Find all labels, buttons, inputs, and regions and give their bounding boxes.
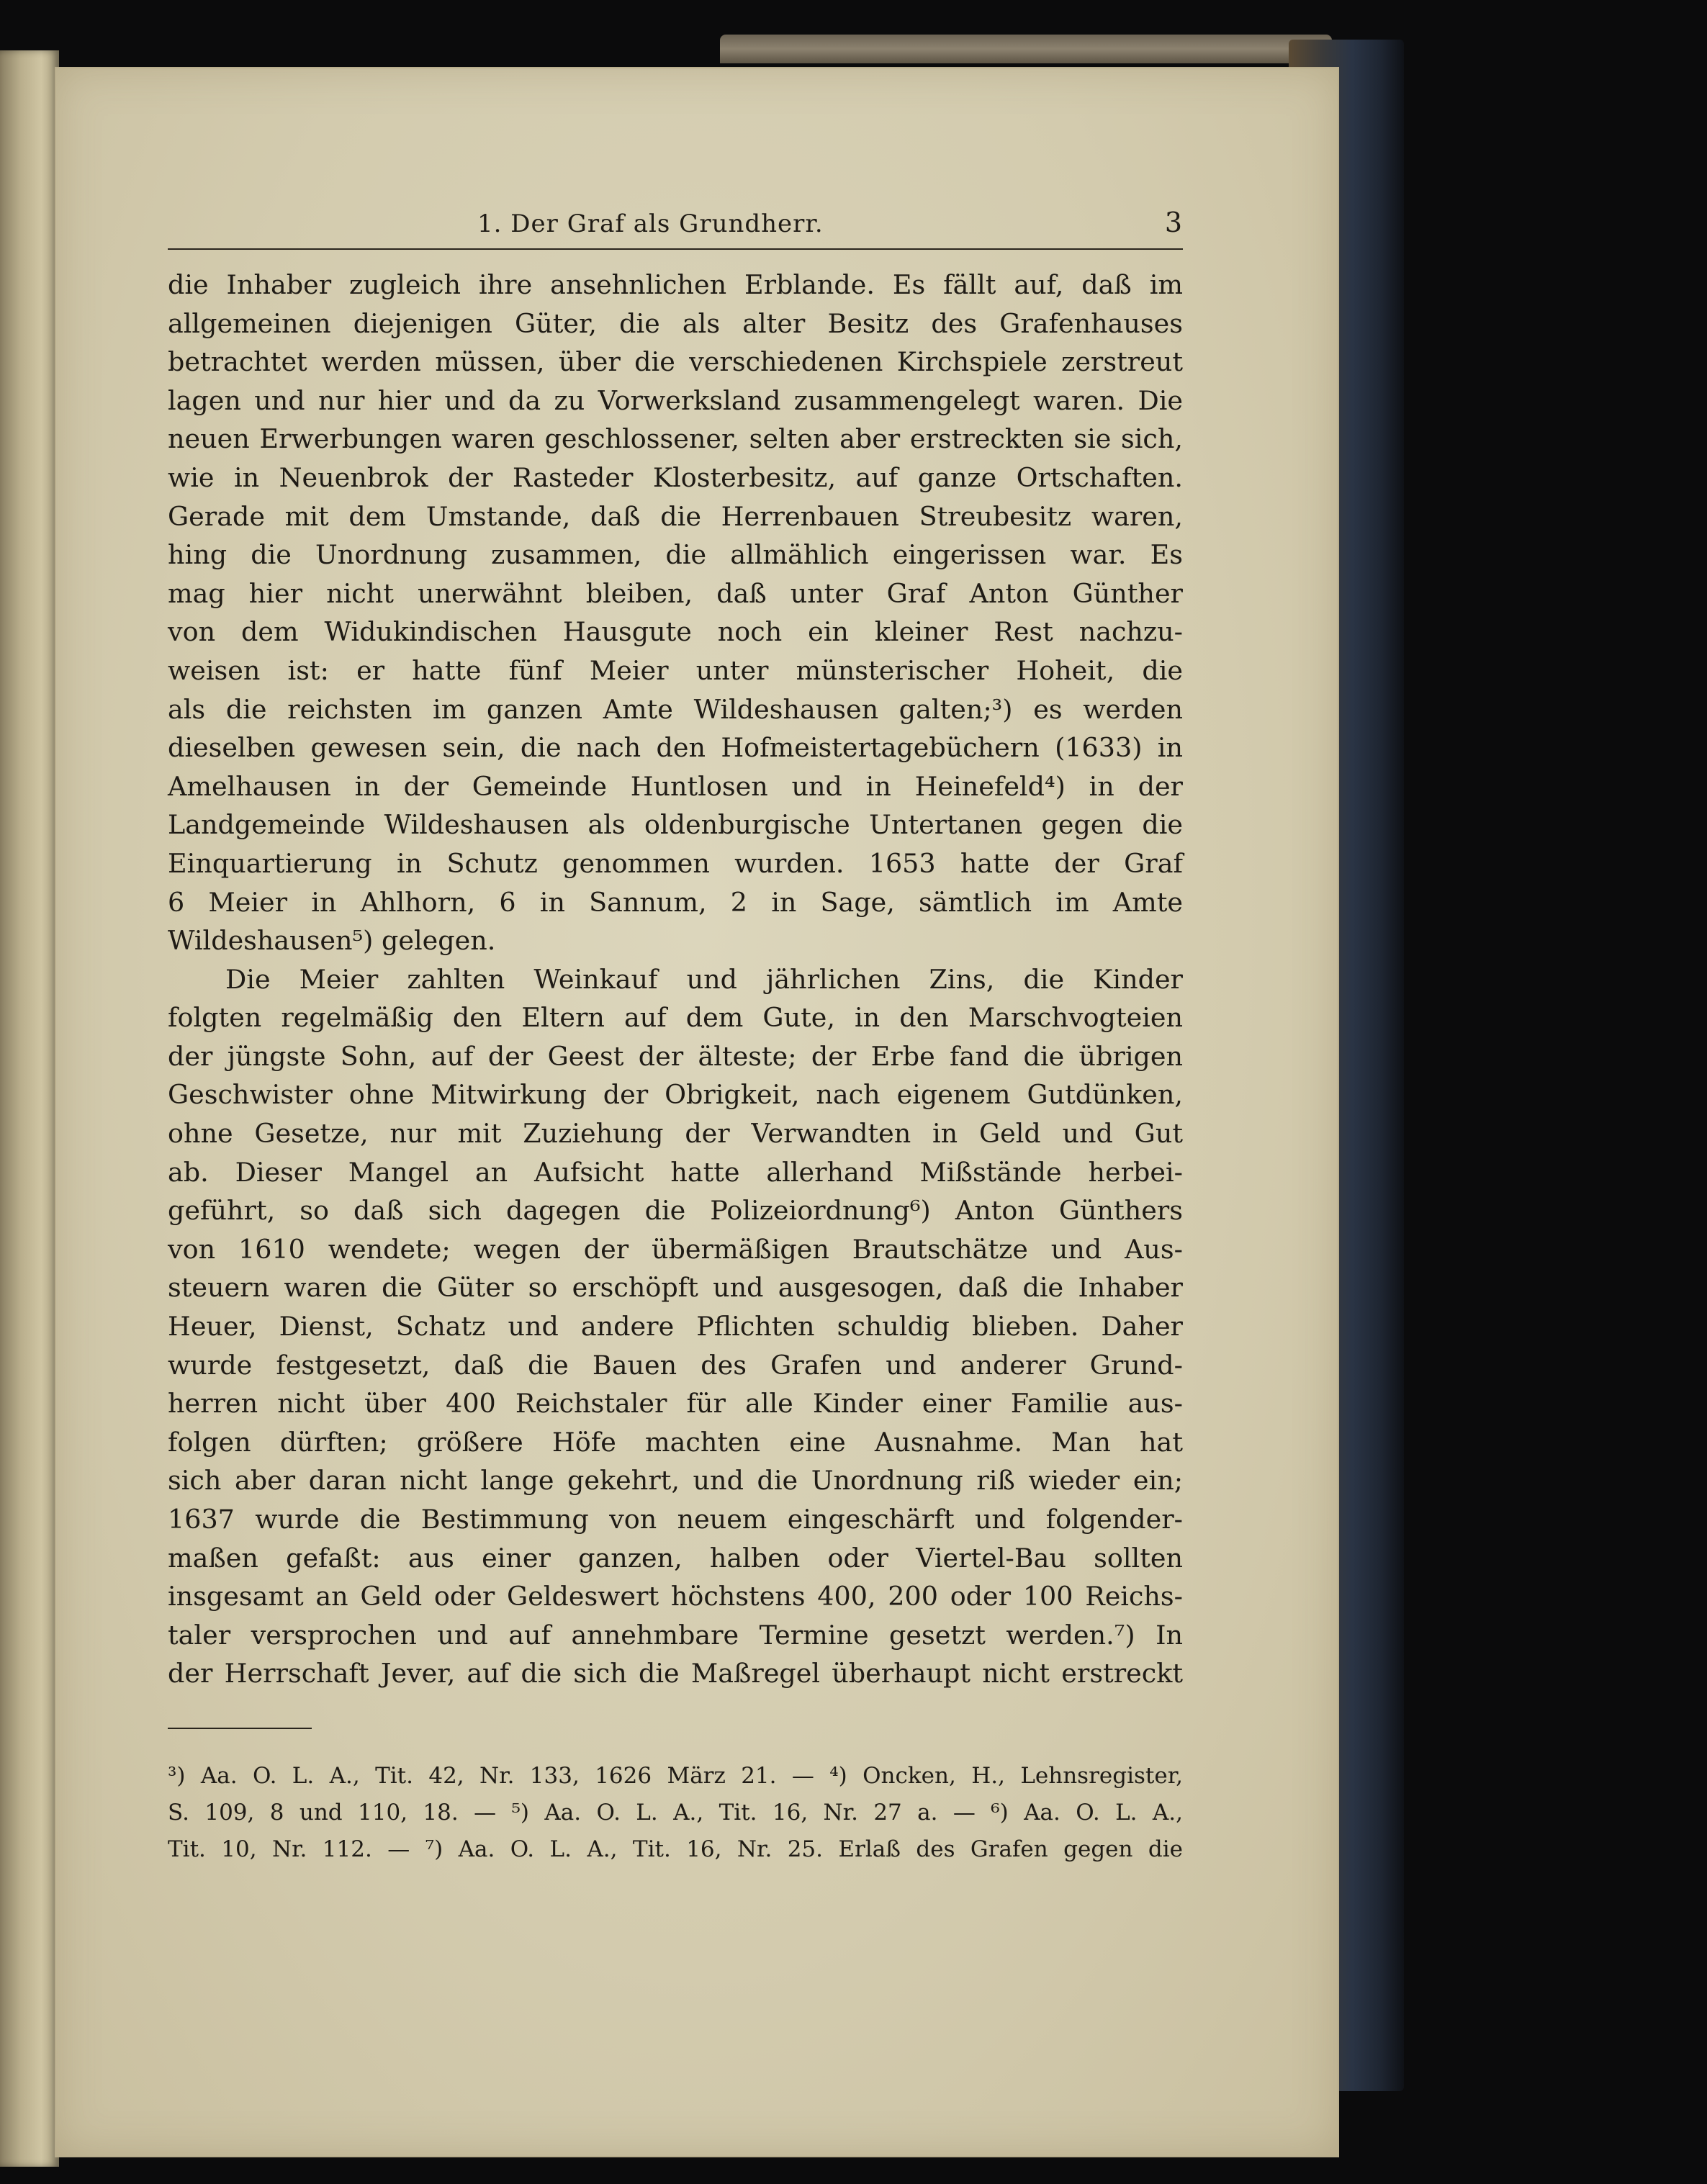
text-line: von dem Widukindischen Hausgute noch ein kleiner Rest nachzu- [168,616,1183,648]
book-page [56,68,1338,2156]
text-line: steuern waren die Güter so erschöpft und ausgesogen, daß die Inhaber [168,1272,1183,1304]
facing-page-edge [0,50,59,2167]
text-line: mag hier nicht unerwähnt bleiben, daß unter Graf Anton Günther [168,577,1183,609]
text-line: ab. Dieser Mangel an Aufsicht hatte allerhand Mißstände herbei- [168,1156,1183,1188]
text-line: maßen gefaßt: aus einer ganzen, halben oder Viertel-Bau sollten [168,1542,1183,1574]
text-line: folgten regelmäßig den Eltern auf dem Gute, in den Marschvogteien [168,1002,1183,1034]
text-line: neuen Erwerbungen waren geschlossener, selten aber erstreckten sie sich, [168,423,1183,455]
text-line: lagen und nur hier und da zu Vorwerksland zusammengelegt waren. Die [168,384,1183,416]
text-line: Landgemeinde Wildeshausen als oldenburgische Untertanen gegen die [168,809,1183,841]
text-line: insgesamt an Geld oder Geldeswert höchstens 400, 200 oder 100 Reichs- [168,1581,1183,1612]
text-line: herren nicht über 400 Reichstaler für alle Kinder einer Familie aus- [168,1388,1183,1420]
page-number: 3 [1164,207,1183,238]
text-line: Wildeshausen⁵) gelegen. [168,925,496,957]
text-line: weisen ist: er hatte fünf Meier unter münsterischer Hoheit, die [168,654,1183,686]
text-line: 1637 wurde die Bestimmung von neuem eingeschärft und folgender- [168,1504,1183,1535]
text-line: der Herrschaft Jever, auf die sich die Maßregel überhaupt nicht erstreckt [168,1658,1183,1689]
text-line: hing die Unordnung zusammen, die allmählich eingerissen war. Es [168,539,1183,571]
text-line: Einquartierung in Schutz genommen wurden. 1653 hatte der Graf [168,847,1183,879]
running-title: 1. Der Graf als Grundherr. [477,209,824,238]
text-line: Die Meier zahlten Weinkauf und jährlichen Zins, die Kinder [225,963,1183,995]
text-line: Amelhausen in der Gemeinde Huntlosen und in Heinefeld⁴) in der [168,770,1183,802]
footnote-line: Tit. 10, Nr. 112. — ⁷) Aa. O. L. A., Tit. 16, Nr. 25. Erlaß des Grafen gegen die [168,1836,1183,1862]
text-line: Geschwister ohne Mitwirkung der Obrigkeit, nach eigenem Gutdünken, [168,1079,1183,1111]
text-line: der jüngste Sohn, auf der Geest der älteste; der Erbe fand die übrigen [168,1040,1183,1072]
text-line: die Inhaber zugleich ihre ansehnlichen Erblande. Es fällt auf, daß im [168,269,1183,300]
page-content [168,205,1183,1868]
text-line: sich aber daran nicht lange gekehrt, und die Unordnung riß wieder ein; [168,1465,1183,1497]
paragraph-2 [168,960,1183,1693]
body-text [168,266,1183,1693]
text-line: geführt, so daß sich dagegen die Polizeiordnung⁶) Anton Günthers [168,1195,1183,1227]
footnote-divider [168,1728,312,1729]
binding-top-edge [720,35,1332,63]
text-line: Gerade mit dem Umstande, daß die Herrenbauen Streubesitz waren, [168,500,1183,532]
text-line: dieselben gewesen sein, die nach den Hofmeistertagebüchern (1633) in [168,732,1183,764]
paragraph-1 [168,266,1183,960]
text-line: von 1610 wendete; wegen der übermäßigen Brautschätze und Aus- [168,1233,1183,1265]
text-line: als die reichsten im ganzen Amte Wildeshausen galten;³) es werden [168,693,1183,725]
footnotes [168,1758,1183,1868]
text-line: folgen dürften; größere Höfe machten eine Ausnahme. Man hat [168,1426,1183,1458]
text-line: 6 Meier in Ahlhorn, 6 in Sannum, 2 in Sage, sämtlich im Amte [168,886,1183,918]
footnote-line: S. 109, 8 und 110, 18. — ⁵) Aa. O. L. A., Tit. 16, Nr. 27 a. — ⁶) Aa. O. L. A., [168,1799,1183,1826]
text-line: taler versprochen und auf annehmbare Termine gesetzt werden.⁷) In [168,1619,1183,1651]
text-line: Heuer, Dienst, Schatz und andere Pflichten schuldig blieben. Daher [168,1311,1183,1343]
text-line: wie in Neuenbrok der Rasteder Klosterbesitz, auf ganze Ortschaften. [168,461,1183,493]
text-line: allgemeinen diejenigen Güter, die als alter Besitz des Grafenhauses [168,307,1183,339]
footnote-line: ³) Aa. O. L. A., Tit. 42, Nr. 133, 1626 März 21. — ⁴) Oncken, H., Lehnsregister, [168,1762,1183,1789]
text-line: wurde festgesetzt, daß die Bauen des Grafen und anderer Grund- [168,1349,1183,1381]
running-head [168,205,1183,250]
text-line: betrachtet werden müssen, über die verschiedenen Kirchspiele zerstreut [168,346,1183,378]
text-line: ohne Gesetze, nur mit Zuziehung der Verwandten in Geld und Gut [168,1118,1183,1150]
